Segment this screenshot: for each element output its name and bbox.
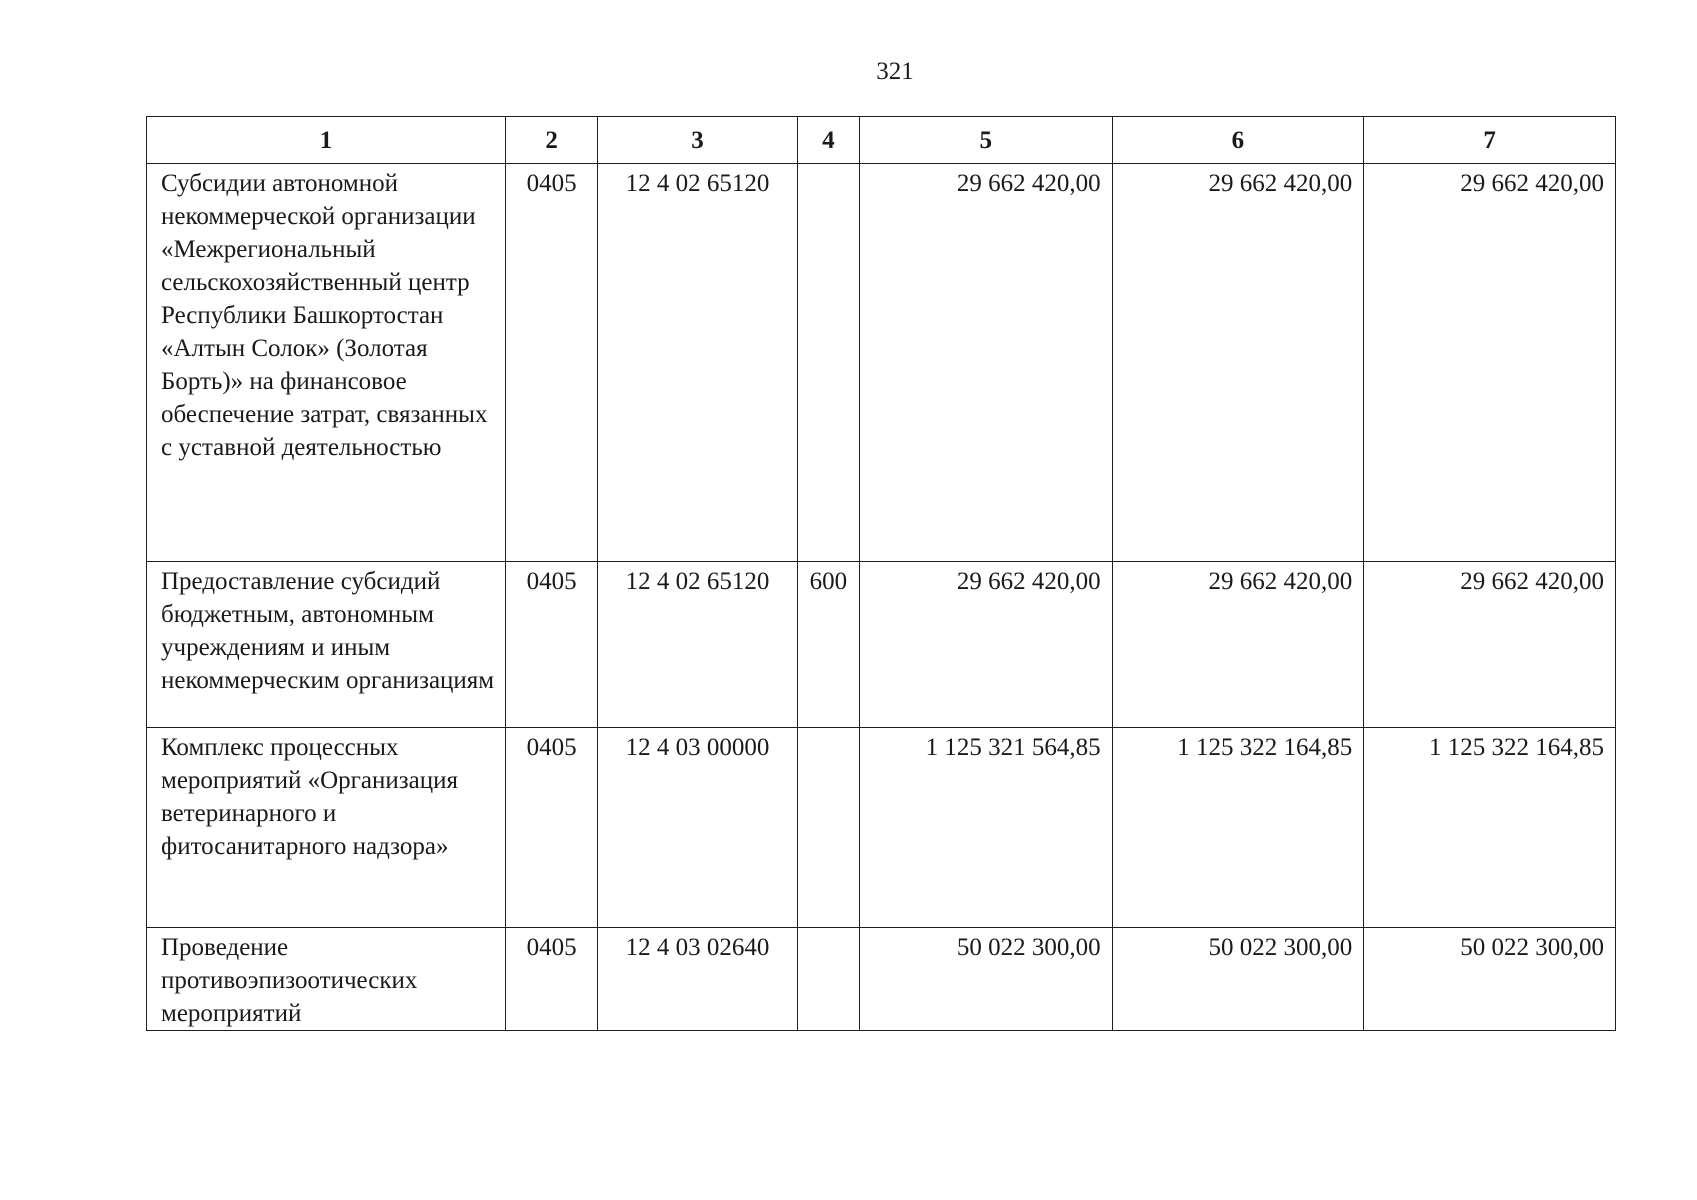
- column-header-7: 7: [1364, 117, 1616, 164]
- table-row: [147, 928, 1616, 1031]
- amount-col7: 29 662 420,00: [1364, 562, 1616, 728]
- target-article-code: 12 4 03 00000: [598, 728, 798, 928]
- budget-table: [146, 116, 1616, 1031]
- expense-name: Комплекс процессных мероприятий «Организация ветеринарного и фитосанитарного надзора»: [147, 728, 506, 928]
- amount-col7: 1 125 322 164,85: [1364, 728, 1616, 928]
- expense-type-code: [797, 928, 859, 1031]
- table-row: [147, 562, 1616, 728]
- amount-col5: 29 662 420,00: [859, 164, 1112, 562]
- target-article-code: 12 4 03 02640: [598, 928, 798, 1031]
- column-header-5: 5: [859, 117, 1112, 164]
- column-header-6: 6: [1112, 117, 1364, 164]
- amount-col6: 50 022 300,00: [1112, 928, 1364, 1031]
- target-article-code: 12 4 02 65120: [598, 164, 798, 562]
- target-article-code: 12 4 02 65120: [598, 562, 798, 728]
- expense-name: Субсидии автономной некоммерческой организации «Межрегиональный сельскохозяйственный центр Республики Башкортостан «Алтын Солок» (Золотая Борть)» на финансовое обеспечение затрат, связанных с уставной деятельностью: [147, 164, 506, 562]
- expense-name: Проведение противоэпизоотических мероприятий: [147, 928, 506, 1031]
- table-row: [147, 164, 1616, 562]
- expense-type-code: [797, 164, 859, 562]
- section-code: 0405: [505, 728, 597, 928]
- amount-col6: 29 662 420,00: [1112, 562, 1364, 728]
- amount-col7: 29 662 420,00: [1364, 164, 1616, 562]
- amount-col5: 29 662 420,00: [859, 562, 1112, 728]
- header-row: [147, 117, 1616, 164]
- page-number: 321: [876, 58, 914, 85]
- section-code: 0405: [505, 928, 597, 1031]
- amount-col6: 1 125 322 164,85: [1112, 728, 1364, 928]
- amount-col5: 1 125 321 564,85: [859, 728, 1112, 928]
- expense-type-code: [797, 728, 859, 928]
- column-header-2: 2: [505, 117, 597, 164]
- column-header-3: 3: [598, 117, 798, 164]
- section-code: 0405: [505, 562, 597, 728]
- expense-name: Предоставление субсидий бюджетным, автономным учреждениям и иным некоммерческим организациям: [147, 562, 506, 728]
- amount-col6: 29 662 420,00: [1112, 164, 1364, 562]
- expense-type-code: 600: [797, 562, 859, 728]
- amount-col7: 50 022 300,00: [1364, 928, 1616, 1031]
- column-header-1: 1: [147, 117, 506, 164]
- column-header-4: 4: [797, 117, 859, 164]
- amount-col5: 50 022 300,00: [859, 928, 1112, 1031]
- table-row: [147, 728, 1616, 928]
- section-code: 0405: [505, 164, 597, 562]
